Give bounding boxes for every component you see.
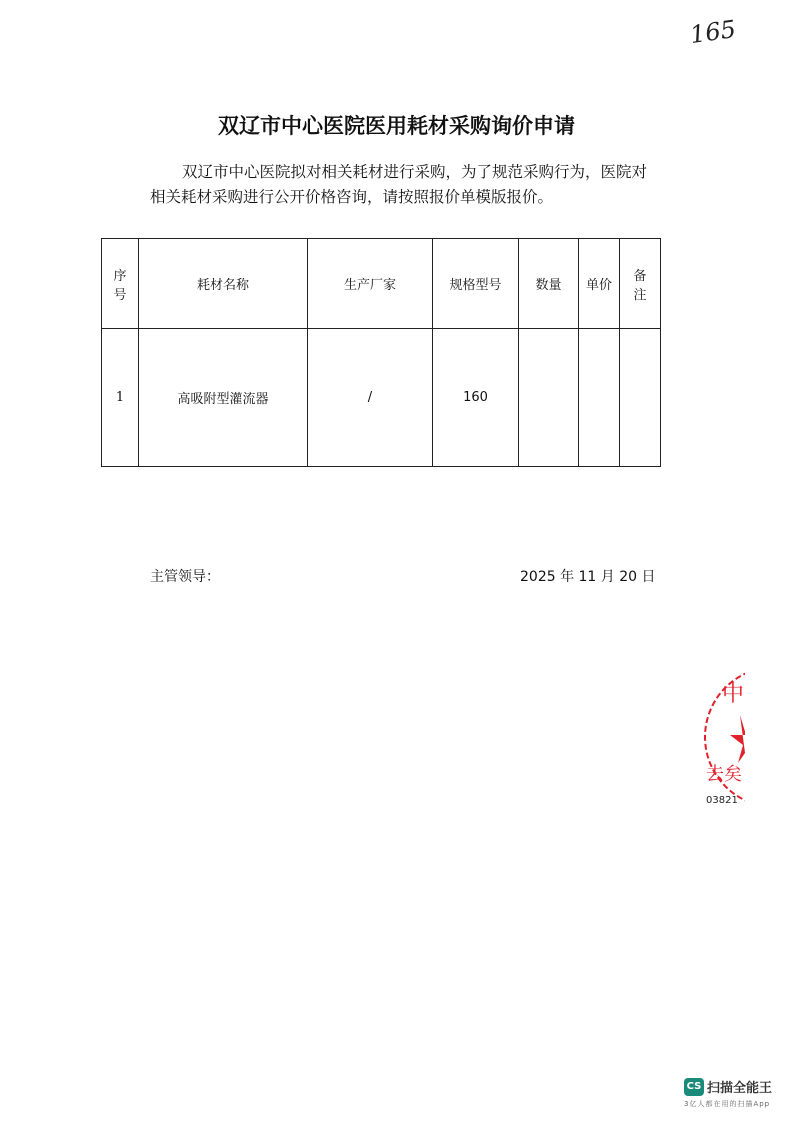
svg-text:中: 中 <box>722 682 745 707</box>
header-spec: 规格型号 <box>433 239 519 329</box>
inquiry-table <box>101 238 661 467</box>
header-quantity: 数量 <box>519 239 579 329</box>
header-manufacturer: 生产厂家 <box>308 239 433 329</box>
intro-paragraph: 双辽市中心医院拟对相关耗材进行采购，为了规范采购行为，医院对相关耗材采购进行公开价格咨询，请按照报价单模版报价。 <box>150 163 648 206</box>
cell-name: 高吸附型灌流器 <box>139 329 308 467</box>
document-title: 双辽市中心医院医用耗材采购询价申请 <box>218 113 575 138</box>
document-date: 2025 年 11 月 20 日 <box>520 569 656 585</box>
leader-signature-label: 主管领导： <box>150 569 220 585</box>
scanner-watermark <box>684 1076 772 1109</box>
table-header-row <box>102 239 661 329</box>
cs-logo-icon: CS <box>684 1078 704 1096</box>
official-seal-stamp <box>700 665 745 815</box>
watermark-app-name: 扫描全能王 <box>707 1081 773 1096</box>
svg-text:去矣: 去矣 <box>706 764 742 785</box>
cell-quantity <box>519 329 579 467</box>
header-unit-price: 单价 <box>579 239 620 329</box>
table-row <box>102 329 661 467</box>
cell-index: 1 <box>102 329 139 467</box>
svg-text:03821: 03821 <box>706 795 738 806</box>
cell-spec: 160 <box>433 329 519 467</box>
cell-unit-price <box>579 329 620 467</box>
watermark-tagline: 3亿人都在用的扫描App <box>684 1100 771 1108</box>
cell-manufacturer: / <box>308 329 433 467</box>
cell-remarks <box>620 329 661 467</box>
header-name: 耗材名称 <box>139 239 308 329</box>
header-remarks: 备注 <box>620 239 661 329</box>
handwritten-page-number: 165 <box>688 14 738 50</box>
header-index: 序号 <box>102 239 139 329</box>
